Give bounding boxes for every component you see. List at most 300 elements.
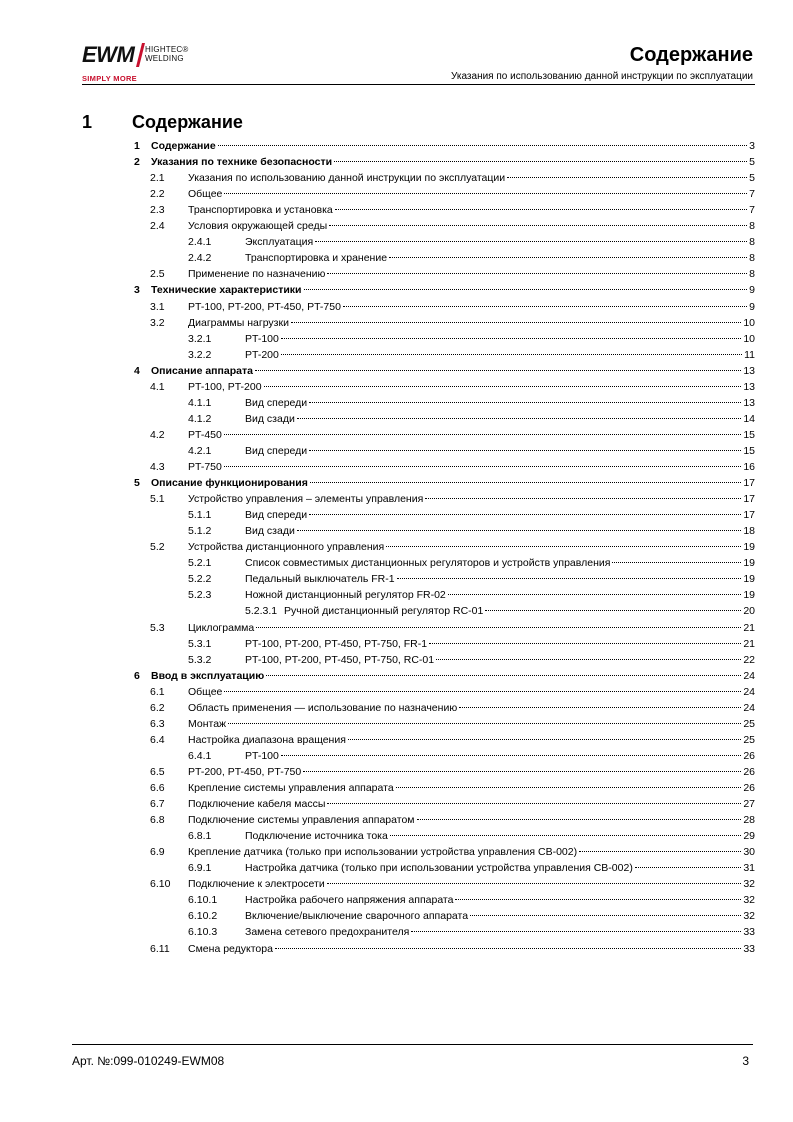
toc-entry-number: 3 xyxy=(134,284,140,297)
toc-entry-title: Настройка датчика (только при использовании устройства управления CB-002) xyxy=(245,862,633,875)
toc-entry-page: 18 xyxy=(743,525,755,538)
toc-entry-number: 4.3 xyxy=(150,461,165,473)
toc-entry-title: PT-750 xyxy=(188,461,222,473)
toc-leader-dots xyxy=(334,161,747,162)
toc-entry-page: 30 xyxy=(743,846,755,859)
toc-leader-dots xyxy=(397,578,742,579)
toc-entry-page: 24 xyxy=(743,685,755,698)
toc-entry-line xyxy=(188,218,755,234)
toc-leader-dots xyxy=(389,257,747,258)
toc-entry xyxy=(0,652,793,668)
toc-leader-dots xyxy=(417,819,742,820)
toc-entry-page: 28 xyxy=(743,814,755,827)
toc-entry xyxy=(0,892,793,908)
toc-entry-title: Применение по назначению xyxy=(188,268,326,281)
toc-entry-line xyxy=(188,796,755,812)
toc-entry-title: Устройства дистанционного управления xyxy=(188,541,385,554)
toc-entry xyxy=(0,299,793,315)
toc-entry xyxy=(0,266,793,282)
toc-entry xyxy=(0,411,793,427)
toc-leader-dots xyxy=(309,514,741,515)
toc-entry xyxy=(0,844,793,860)
toc-entry xyxy=(0,636,793,652)
toc-entry xyxy=(0,684,793,700)
toc-entry-title: PT-200, PT-450, PT-750 xyxy=(188,765,302,778)
toc-entry xyxy=(0,571,793,587)
toc-entry-title: Указания по технике безопасности xyxy=(151,156,333,169)
toc-entry-line xyxy=(151,138,755,154)
toc-entry xyxy=(0,924,793,940)
toc-entry-title: Вид спереди xyxy=(245,509,308,522)
toc-entry-number: 5.3.2 xyxy=(188,653,212,666)
toc-entry-line xyxy=(245,571,755,587)
toc-entry-page: 32 xyxy=(743,878,755,891)
toc-entry xyxy=(0,218,793,234)
toc-entry-title: Крепление датчика (только при использовании устройства управления CB-002) xyxy=(188,846,578,859)
toc-entry-title: Содержание xyxy=(151,140,216,152)
toc-entry-number: 6.1 xyxy=(150,685,165,698)
toc-entry-line xyxy=(188,315,755,331)
toc-leader-dots xyxy=(309,450,741,451)
toc-entry xyxy=(0,427,793,443)
toc-entry-number: 5.2.1 xyxy=(188,557,212,570)
toc-entry-page: 32 xyxy=(743,910,755,923)
toc-entry-line xyxy=(188,732,755,748)
toc-entry-line xyxy=(188,812,755,828)
toc-entry-number: 2.5 xyxy=(150,268,165,281)
toc-entry-page: 22 xyxy=(743,653,755,666)
toc-entry-line xyxy=(245,587,755,603)
toc-leader-dots xyxy=(297,530,742,531)
toc-entry xyxy=(0,507,793,523)
page-number: 3 xyxy=(742,1054,749,1068)
toc-leader-dots xyxy=(315,241,747,242)
toc-entry-title: Описание функционирования xyxy=(151,477,308,490)
toc-entry xyxy=(0,347,793,363)
toc-entry-number: 2.4.1 xyxy=(188,236,212,249)
toc-entry-line xyxy=(188,764,755,780)
article-number: Арт. №:099-010249-EWM08 xyxy=(72,1054,225,1068)
toc-entry-number: 3.1 xyxy=(150,300,165,313)
toc-entry xyxy=(0,154,793,170)
toc-entry-page: 21 xyxy=(743,621,755,634)
toc-leader-dots xyxy=(455,899,741,900)
toc-entry-number: 1 xyxy=(134,140,140,152)
toc-entry-line xyxy=(188,379,755,395)
toc-entry xyxy=(0,764,793,780)
toc-entry-title: PT-100, PT-200 xyxy=(188,380,262,393)
toc-entry-number: 2 xyxy=(134,156,140,169)
toc-entry-title: Транспортировка и установка xyxy=(188,204,333,217)
toc-entry-line xyxy=(245,860,755,876)
toc-leader-dots xyxy=(411,931,741,932)
toc-entry xyxy=(0,603,793,619)
toc-entry-page: 17 xyxy=(743,509,755,522)
toc-entry-line xyxy=(245,828,755,844)
toc-entry-title: Подключение системы управления аппаратом xyxy=(188,814,415,827)
toc-entry-line xyxy=(188,620,755,636)
toc-entry-title: Область применения — использование по назначению xyxy=(188,701,458,714)
toc-leader-dots xyxy=(329,225,747,226)
toc-entry-title: Смена редуктора xyxy=(188,942,273,955)
toc-entry-line xyxy=(245,507,755,523)
toc-entry-title: Циклограмма xyxy=(188,621,255,634)
toc-entry xyxy=(0,315,793,331)
toc-entry xyxy=(0,876,793,892)
toc-leader-dots xyxy=(256,627,741,628)
section-title: Содержание xyxy=(132,112,243,132)
toc-leader-dots xyxy=(304,289,748,290)
toc-entry-title: Вид спереди xyxy=(245,396,308,409)
toc-entry xyxy=(0,443,793,459)
toc-entry-page: 10 xyxy=(743,332,755,345)
toc-entry xyxy=(0,170,793,186)
toc-entry xyxy=(0,780,793,796)
toc-entry-line xyxy=(188,491,755,507)
toc-entry-title: Общее xyxy=(188,188,223,201)
toc-entry-line xyxy=(188,266,755,282)
toc-entry-page: 21 xyxy=(743,637,755,650)
toc-leader-dots xyxy=(303,771,741,772)
logo-mark: EWM xyxy=(82,42,135,67)
toc-leader-dots xyxy=(579,851,741,852)
header-divider xyxy=(82,84,755,85)
toc-entry-number: 6.3 xyxy=(150,717,165,730)
toc-entry-page: 33 xyxy=(743,942,755,955)
toc-entry xyxy=(0,363,793,379)
toc-entry-number: 4.2.1 xyxy=(188,444,212,457)
toc-entry-page: 19 xyxy=(743,589,755,602)
toc-entry xyxy=(0,732,793,748)
toc-entry-number: 3.2.1 xyxy=(188,332,212,345)
toc-entry-title: Вид спереди xyxy=(245,444,308,457)
toc-entry-number: 5.2.3 xyxy=(188,589,212,602)
toc-entry-title: Настройка диапазона вращения xyxy=(188,733,346,746)
toc-entry-line xyxy=(188,186,755,202)
toc-entry-page: 16 xyxy=(743,461,755,473)
header-title: Содержание xyxy=(629,44,753,66)
toc-entry xyxy=(0,186,793,202)
toc-entry-page: 13 xyxy=(743,364,755,377)
toc-leader-dots xyxy=(281,354,742,355)
toc-entry-page: 14 xyxy=(743,412,755,425)
toc-entry-title: Подключение к электросети xyxy=(188,878,325,891)
toc-entry-line xyxy=(188,170,755,186)
toc-entry-number: 6.2 xyxy=(150,701,165,714)
toc-entry-line xyxy=(284,603,755,619)
toc-leader-dots xyxy=(281,338,741,339)
toc-entry xyxy=(0,700,793,716)
toc-leader-dots xyxy=(396,787,742,788)
toc-entry-title: Технические характеристики xyxy=(151,284,302,297)
toc-entry xyxy=(0,716,793,732)
toc-entry-page: 9 xyxy=(749,284,755,297)
toc-leader-dots xyxy=(297,418,742,419)
toc-entry-number: 5.2 xyxy=(150,541,165,554)
toc-entry-page: 15 xyxy=(743,444,755,457)
toc-entry-page: 13 xyxy=(743,396,755,409)
toc-entry-number: 2.4.2 xyxy=(188,252,212,265)
toc-entry-page: 7 xyxy=(749,204,755,217)
toc-entry-title: Замена сетевого предохранителя xyxy=(245,926,410,939)
toc-entry-line xyxy=(151,363,755,379)
toc-entry-number: 4.1.1 xyxy=(188,396,212,409)
toc-entry-number: 6.5 xyxy=(150,765,165,778)
toc-entry-number: 5.3.1 xyxy=(188,637,212,650)
toc-entry-line xyxy=(188,202,755,218)
toc-entry-page: 9 xyxy=(749,300,755,313)
toc-entry-line xyxy=(245,411,755,427)
toc-entry-line xyxy=(245,748,755,764)
toc-entry-number: 5.1.1 xyxy=(188,509,212,522)
toc-entry xyxy=(0,828,793,844)
toc-entry-number: 4.1.2 xyxy=(188,412,212,425)
toc-entry-page: 29 xyxy=(743,830,755,843)
toc-entry-title: PT-450 xyxy=(188,428,222,441)
toc-leader-dots xyxy=(228,723,741,724)
toc-entry xyxy=(0,459,793,475)
toc-entry-line xyxy=(188,299,755,315)
toc-leader-dots xyxy=(266,675,741,676)
toc-leader-dots xyxy=(281,755,741,756)
toc-entry-page: 31 xyxy=(743,862,755,875)
toc-entry-line xyxy=(245,395,755,411)
logo-subtitle: HIGHTEC® WELDING xyxy=(145,45,189,63)
toc-entry-number: 5 xyxy=(134,477,140,490)
toc-entry-number: 6 xyxy=(134,669,140,682)
toc-entry xyxy=(0,796,793,812)
toc-leader-dots xyxy=(448,594,742,595)
toc-entry-title: PT-100 xyxy=(245,332,279,345)
toc-entry xyxy=(0,475,793,491)
toc-entry-title: Включение/выключение сварочного аппарата xyxy=(245,910,469,923)
toc-leader-dots xyxy=(425,498,741,499)
toc-entry-page: 26 xyxy=(743,749,755,762)
logo-tagline: SIMPLY MORE xyxy=(82,74,137,83)
toc-entry-line xyxy=(245,250,755,266)
toc-entry-page: 15 xyxy=(743,428,755,441)
toc-leader-dots xyxy=(224,434,741,435)
toc-entry-number: 6.7 xyxy=(150,798,165,811)
toc-leader-dots xyxy=(309,402,741,403)
toc-entry-title: Вид сзади xyxy=(245,412,295,425)
toc-leader-dots xyxy=(485,610,741,611)
toc-entry-line xyxy=(188,941,755,957)
toc-entry-page: 25 xyxy=(743,733,755,746)
toc-leader-dots xyxy=(224,193,747,194)
toc-entry xyxy=(0,812,793,828)
toc-entry xyxy=(0,941,793,957)
toc-leader-dots xyxy=(291,322,741,323)
toc-leader-dots xyxy=(386,546,741,547)
toc-entry-line xyxy=(245,636,755,652)
toc-entry-title: Указания по использованию данной инструкции по эксплуатации xyxy=(188,172,506,185)
toc-entry-line xyxy=(245,892,755,908)
toc-entry-number: 6.11 xyxy=(150,942,170,955)
toc-entry-page: 5 xyxy=(749,156,755,169)
toc-entry-title: PT-100, PT-200, PT-450, PT-750, FR-1 xyxy=(245,637,428,650)
toc-entry-title: Список совместимых дистанционных регуляторов и устройств управления xyxy=(245,557,611,570)
toc-entry-page: 8 xyxy=(749,220,755,233)
toc-entry-page: 5 xyxy=(749,172,755,185)
toc-leader-dots xyxy=(310,482,741,483)
header-subtitle: Указания по использованию данной инструкции по эксплуатации xyxy=(450,71,753,82)
logo-slash xyxy=(136,43,145,67)
toc-entry-number: 6.10.3 xyxy=(188,926,218,939)
toc-entry-page: 19 xyxy=(743,573,755,586)
toc-entry-line xyxy=(188,427,755,443)
toc-entry-number: 6.10.2 xyxy=(188,910,218,923)
toc-entry xyxy=(0,250,793,266)
toc-entry-line xyxy=(188,684,755,700)
toc-entry-title: Общее xyxy=(188,685,223,698)
toc-entry-title: Описание аппарата xyxy=(151,364,253,377)
toc-entry-title: Подключение источника тока xyxy=(245,830,388,843)
toc-entry-number: 4 xyxy=(134,364,140,377)
toc-entry-title: Транспортировка и хранение xyxy=(245,252,388,265)
toc-entry-line xyxy=(188,700,755,716)
toc-entry-page: 33 xyxy=(743,926,755,939)
toc-leader-dots xyxy=(275,948,741,949)
toc-entry-page: 19 xyxy=(743,557,755,570)
toc-entry xyxy=(0,555,793,571)
toc-entry xyxy=(0,908,793,924)
toc-entry-number: 6.4 xyxy=(150,733,165,746)
toc-entry xyxy=(0,138,793,154)
toc-entry-number: 5.1 xyxy=(150,493,165,506)
toc-leader-dots xyxy=(348,739,741,740)
toc-entry-line xyxy=(188,844,755,860)
toc-leader-dots xyxy=(390,835,741,836)
toc-entry-title: Устройство управления – элементы управления xyxy=(188,493,424,506)
toc-entry-number: 2.4 xyxy=(150,220,165,233)
toc-entry-title: PT-100, PT-200, PT-450, PT-750, RC-01 xyxy=(245,653,435,666)
toc-entry xyxy=(0,395,793,411)
toc-leader-dots xyxy=(429,643,741,644)
toc-entry xyxy=(0,234,793,250)
toc-leader-dots xyxy=(507,177,747,178)
toc-entry-number: 5.1.2 xyxy=(188,525,212,538)
toc-entry-line xyxy=(188,459,755,475)
toc-entry xyxy=(0,282,793,298)
toc-entry-line xyxy=(188,539,755,555)
toc-leader-dots xyxy=(264,386,742,387)
toc-entry-number: 6.10 xyxy=(150,878,171,891)
toc-entry-title: PT-200 xyxy=(245,348,279,361)
toc-entry-title: Диаграммы нагрузки xyxy=(188,316,289,329)
toc-leader-dots xyxy=(612,562,741,563)
footer-divider xyxy=(72,1044,753,1045)
toc-entry-page: 8 xyxy=(749,252,755,265)
toc-leader-dots xyxy=(327,803,741,804)
toc-entry-page: 24 xyxy=(743,701,755,714)
toc-entry-line xyxy=(151,282,755,298)
toc-entry-title: Монтаж xyxy=(188,717,227,730)
toc-entry-line xyxy=(188,876,755,892)
toc-entry-title: Педальный выключатель FR-1 xyxy=(245,573,395,586)
toc-entry-number: 2.2 xyxy=(150,188,165,201)
toc-entry-number: 6.9.1 xyxy=(188,862,212,875)
toc-entry-number: 6.8 xyxy=(150,814,165,827)
toc-leader-dots xyxy=(224,466,741,467)
toc-entry xyxy=(0,379,793,395)
toc-entry xyxy=(0,860,793,876)
toc-leader-dots xyxy=(343,306,747,307)
toc-entry-line xyxy=(245,908,755,924)
toc-entry-page: 8 xyxy=(749,236,755,249)
toc-entry-number: 4.1 xyxy=(150,380,165,393)
toc-entry-number: 4.2 xyxy=(150,428,165,441)
toc-entry-page: 25 xyxy=(743,717,755,730)
toc-entry-line xyxy=(245,331,755,347)
toc-entry-page: 27 xyxy=(743,798,755,811)
toc-entry-title: Крепление системы управления аппарата xyxy=(188,782,394,794)
toc-entry-page: 20 xyxy=(743,605,755,618)
ewm-logo xyxy=(82,44,197,86)
toc-leader-dots xyxy=(459,707,741,708)
toc-entry-line xyxy=(245,234,755,250)
toc-entry-page: 7 xyxy=(749,188,755,201)
toc-entry xyxy=(0,748,793,764)
toc-entry-page: 11 xyxy=(744,348,755,361)
toc-entry-page: 17 xyxy=(743,477,755,490)
toc-entry-title: Условия окружающей среды xyxy=(188,220,328,233)
toc-entry-number: 2.3 xyxy=(150,204,165,217)
toc-entry-title: PT-100 xyxy=(245,749,279,762)
toc-entry-page: 32 xyxy=(743,894,755,907)
toc-entry-line xyxy=(245,443,755,459)
toc-leader-dots xyxy=(470,915,741,916)
toc-entry-line xyxy=(188,716,755,732)
toc-entry xyxy=(0,331,793,347)
toc-entry-number: 6.9 xyxy=(150,846,165,859)
toc-entry-page: 13 xyxy=(743,380,755,393)
toc-entry-title: Ввод в эксплуатацию xyxy=(151,669,265,682)
toc-entry-title: Эксплуатация xyxy=(245,236,314,249)
toc-entry-title: Настройка рабочего напряжения аппарата xyxy=(245,894,454,907)
toc-leader-dots xyxy=(335,209,747,210)
toc-entry-title: Вид сзади xyxy=(245,525,295,538)
toc-entry-line xyxy=(245,523,755,539)
toc-entry-line xyxy=(151,475,755,491)
toc-entry xyxy=(0,491,793,507)
toc-entry xyxy=(0,620,793,636)
toc-entry-number: 3.2.2 xyxy=(188,348,212,361)
toc-entry-line xyxy=(245,347,755,363)
section-number: 1 xyxy=(82,112,93,132)
toc-entry-title: PT-100, PT-200, PT-450, PT-750 xyxy=(188,300,341,313)
toc-entry-line xyxy=(245,555,755,571)
toc-leader-dots xyxy=(436,659,741,660)
toc-entry-number: 5.2.2 xyxy=(188,573,212,586)
toc-entry xyxy=(0,668,793,684)
toc-entry-page: 3 xyxy=(749,140,755,152)
toc-entry-number: 5.3 xyxy=(150,621,165,634)
toc-entry xyxy=(0,523,793,539)
toc-entry-page: 10 xyxy=(743,316,755,329)
toc-leader-dots xyxy=(218,145,747,146)
toc-entry-number: 6.10.1 xyxy=(188,894,218,907)
toc-leader-dots xyxy=(255,370,741,371)
toc-entry-title: Ножной дистанционный регулятор FR-02 xyxy=(245,589,446,602)
toc-entry-number: 2.1 xyxy=(150,172,165,185)
toc-leader-dots xyxy=(635,867,741,868)
toc-entry-number: 6.8.1 xyxy=(188,830,212,843)
toc-entry-number: 5.2.3.1 xyxy=(245,605,278,618)
toc-entry xyxy=(0,539,793,555)
toc-entry-number: 3.2 xyxy=(150,316,165,329)
toc-entry-line xyxy=(151,154,755,170)
